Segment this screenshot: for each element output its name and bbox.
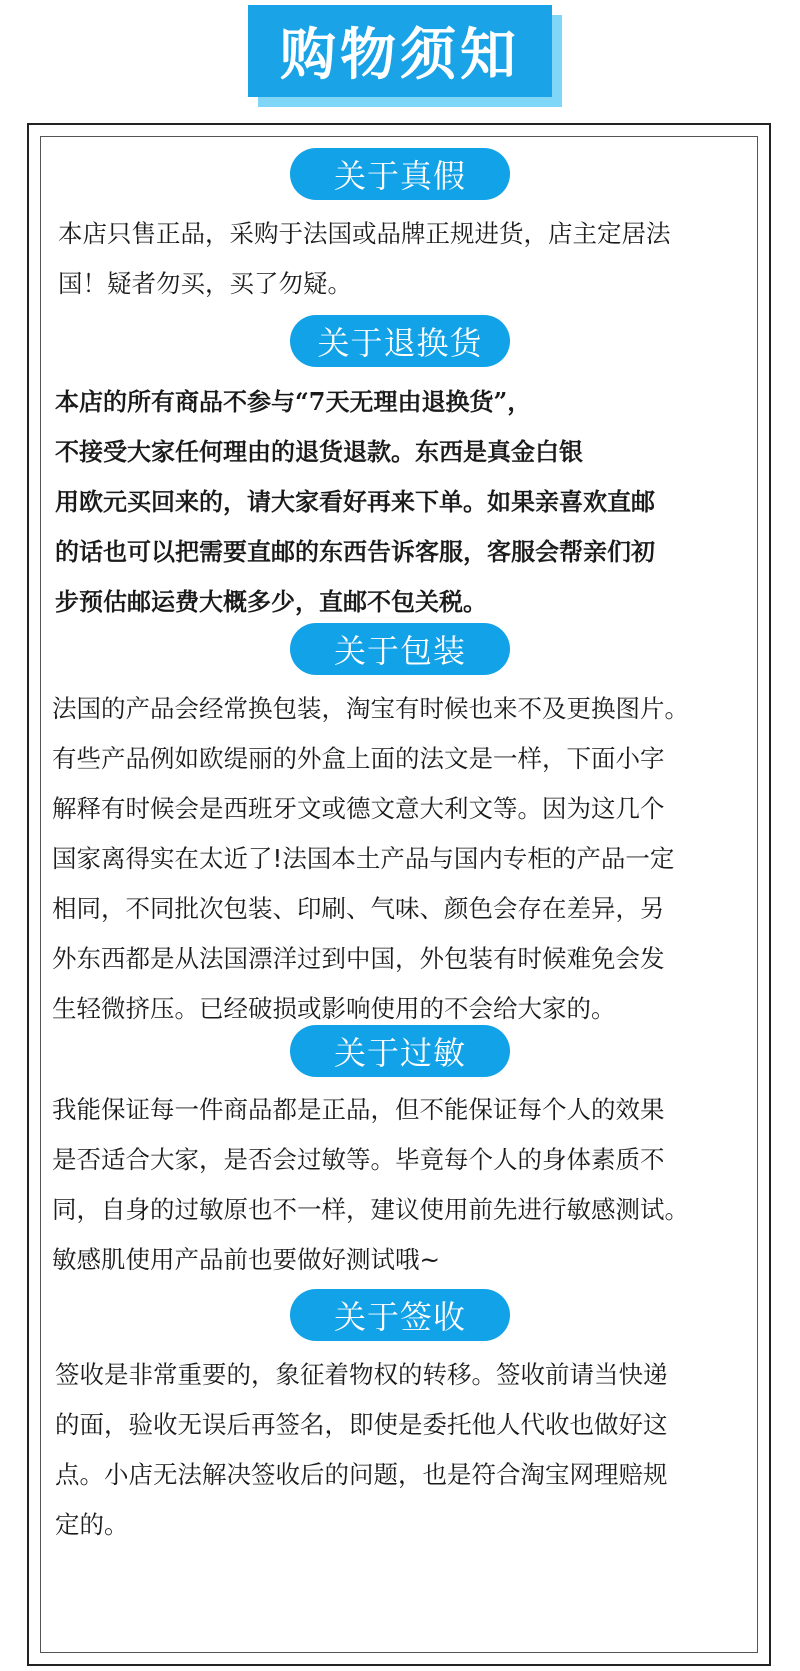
page-title: 购物须知 — [280, 23, 520, 88]
text-line: 解释有时候会是西班牙文或德文意大利文等。因为这几个 — [52, 794, 665, 823]
text-line: 生轻微挤压。已经破损或影响使用的不会给大家的。 — [52, 994, 616, 1023]
text-line: 相同，不同批次包装、印刷、气味、颜色会存在差异，另 — [52, 894, 665, 923]
text-line: 外东西都是从法国漂洋过到中国，外包装有时候难免会发 — [52, 944, 665, 973]
text-line: 本店只售正品，采购于法国或品牌正规进货，店主定居法 — [58, 219, 671, 248]
text-line: 点。小店无法解决签收后的问题，也是符合淘宝网理赔规 — [55, 1460, 668, 1489]
section-text-signing — [55, 1350, 745, 1550]
header-banner — [248, 5, 552, 97]
text-line: 用欧元买回来的，请大家看好再来下单。如果亲喜欢直邮 — [55, 487, 655, 516]
text-line: 我能保证每一件商品都是正品，但不能保证每个人的效果 — [52, 1095, 665, 1124]
text-line: 定的。 — [55, 1510, 129, 1539]
text-line: 国！疑者勿买，买了勿疑。 — [58, 269, 352, 298]
section-title-signing: 关于签收 — [290, 1289, 510, 1341]
text-line: 步预估邮运费大概多少，直邮不包关税。 — [55, 587, 487, 616]
text-line: 是否适合大家，是否会过敏等。毕竟每个人的身体素质不 — [52, 1145, 665, 1174]
section-title-allergy: 关于过敏 — [290, 1025, 510, 1077]
text-line: 本店的所有商品不参与“7天无理由退换货”， — [55, 387, 532, 416]
text-line: 的话也可以把需要直邮的东西告诉客服，客服会帮亲们初 — [55, 537, 655, 566]
text-line: 签收是非常重要的，象征着物权的转移。签收前请当快递 — [55, 1360, 668, 1389]
section-text-returns — [55, 377, 745, 627]
text-line: 的面，验收无误后再签名，即使是委托他人代收也做好这 — [55, 1410, 668, 1439]
section-text-allergy — [52, 1085, 742, 1285]
section-text-authenticity — [58, 209, 748, 309]
section-title-returns: 关于退换货 — [290, 315, 510, 367]
section-text-packaging — [52, 684, 742, 1034]
text-line: 国家离得实在太近了!法国本土产品与国内专柜的产品一定 — [52, 844, 675, 873]
text-line: 有些产品例如欧缇丽的外盒上面的法文是一样，下面小字 — [52, 744, 665, 773]
text-line: 不接受大家任何理由的退货退款。东西是真金白银 — [55, 437, 583, 466]
section-title-packaging: 关于包装 — [290, 623, 510, 675]
text-line: 法国的产品会经常换包装，淘宝有时候也来不及更换图片。 — [52, 694, 689, 723]
text-line: 敏感肌使用产品前也要做好测试哦~ — [52, 1245, 441, 1274]
section-title-authenticity: 关于真假 — [290, 148, 510, 200]
text-line: 同，自身的过敏原也不一样，建议使用前先进行敏感测试。 — [52, 1195, 689, 1224]
